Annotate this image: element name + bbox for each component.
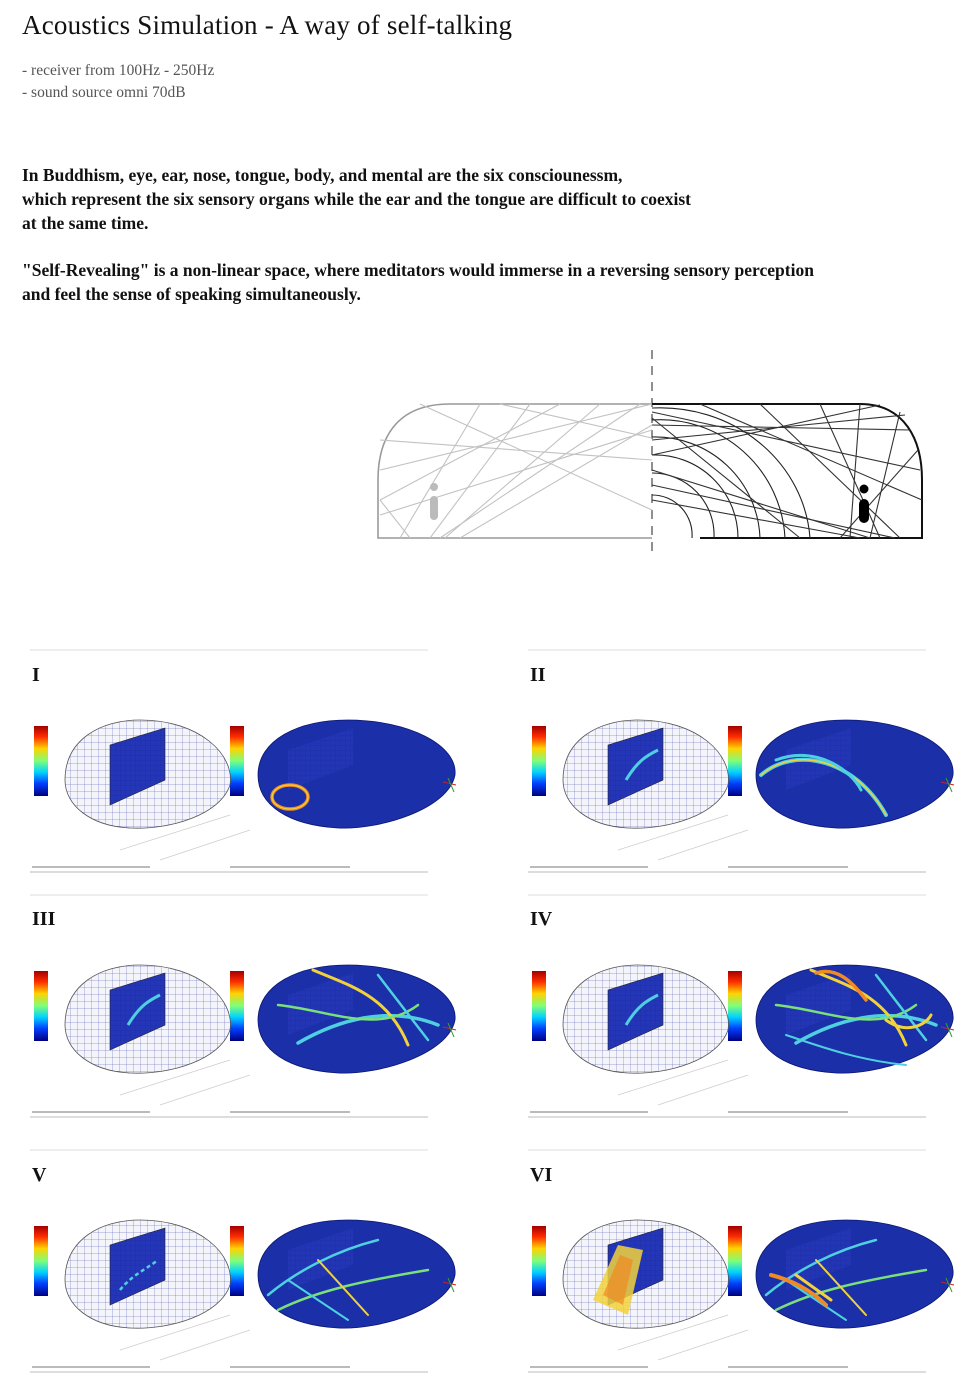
spec-source: - sound source omni 70dB: [22, 84, 186, 101]
paragraph-1-line-1: In Buddhism, eye, ear, nose, tongue, body, and mental are the six consciounessm,: [22, 165, 623, 185]
color-scale-bar: [728, 726, 742, 796]
color-scale-bar: [532, 726, 546, 796]
heat-field: [258, 720, 455, 828]
panel-label-1: I: [32, 664, 40, 686]
heat-field: [756, 720, 953, 828]
color-scale-bar: [34, 971, 48, 1041]
color-scale-bar: [230, 1226, 244, 1296]
simulation-panel-4: [528, 895, 954, 1117]
color-scale-bar: [34, 1226, 48, 1296]
spec-receiver: - receiver from 100Hz - 250Hz: [22, 62, 215, 79]
heat-field: [258, 1220, 455, 1328]
simulation-panel-1: [30, 650, 456, 872]
simulation-panel-2: [528, 650, 954, 872]
paragraph-2-line-1: "Self-Revealing" is a non-linear space, where meditators would immerse in a reversing sensory perception: [22, 260, 814, 280]
paragraph-1-line-3: at the same time.: [22, 213, 149, 233]
color-scale-bar: [230, 971, 244, 1041]
color-scale-bar: [728, 1226, 742, 1296]
paragraph-2-line-2: and feel the sense of speaking simultaneously.: [22, 284, 361, 304]
panel-label-5: V: [32, 1164, 47, 1186]
color-scale-bar: [532, 971, 546, 1041]
simulation-panel-3: [30, 895, 456, 1117]
panel-label-6: VI: [530, 1164, 553, 1186]
color-scale-bar: [230, 726, 244, 796]
panel-label-4: IV: [530, 908, 553, 930]
paragraph-1-line-2: which represent the six sensory organs while the ear and the tongue are difficult to coexist: [22, 189, 692, 209]
simulation-panel-6: [528, 1150, 954, 1372]
panel-label-2: II: [530, 664, 546, 686]
simulation-panel-5: [30, 1150, 456, 1372]
heat-field: [756, 1220, 953, 1328]
color-scale-bar: [34, 726, 48, 796]
panel-label-3: III: [32, 908, 56, 930]
page-title: Acoustics Simulation - A way of self-talking: [22, 10, 513, 40]
color-scale-bar: [728, 971, 742, 1041]
color-scale-bar: [532, 1226, 546, 1296]
